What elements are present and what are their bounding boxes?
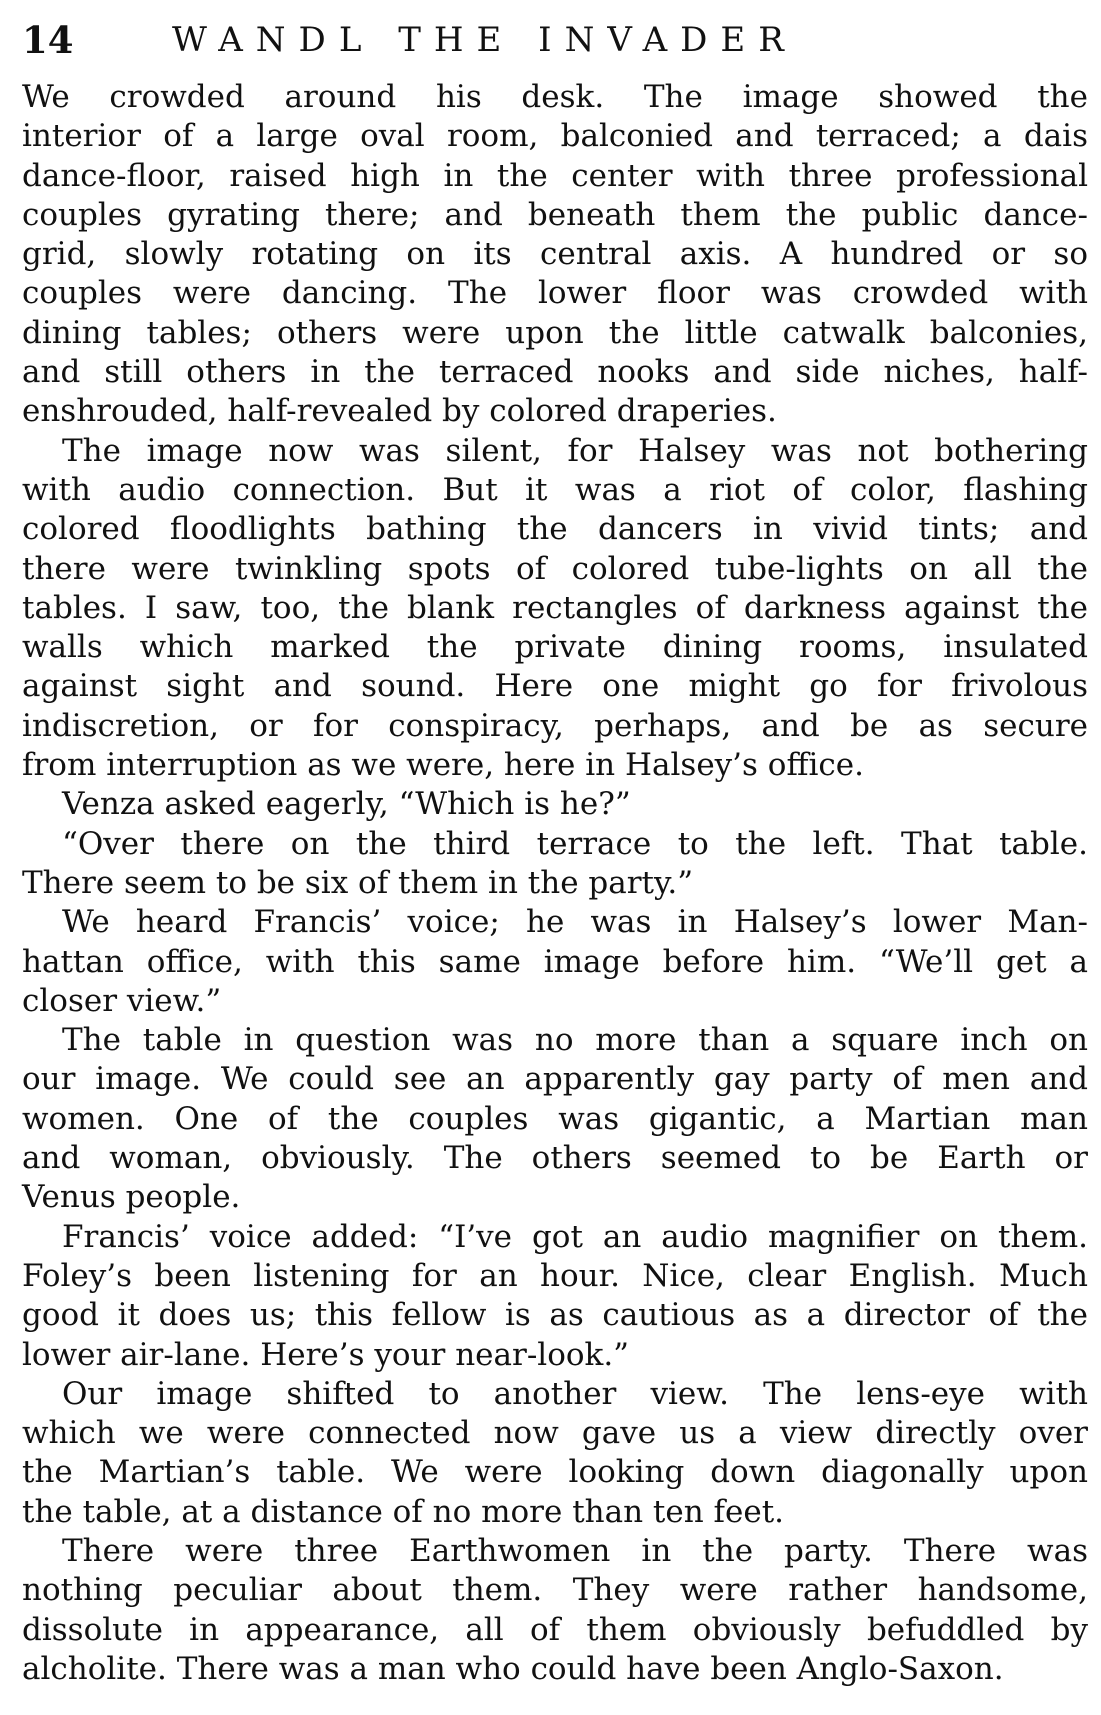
page-header	[22, 10, 1092, 70]
text-line: nothing peculiar about them. They were rather handsome,	[22, 1572, 1088, 1609]
paragraph	[22, 825, 1088, 904]
text-line: with audio connection. But it was a riot of color, flashing	[22, 471, 1088, 508]
text-line: couples were dancing. The lower floor was crowded with	[22, 275, 1088, 312]
text-line: dance-floor, raised high in the center with three professional	[22, 157, 1088, 194]
text-line: We crowded around his desk. The image showed the	[22, 79, 1088, 115]
text-line: The image now was silent, for Halsey was not bothering	[62, 432, 1088, 469]
text-line: from interruption as we were, here in Halsey’s office.	[22, 747, 864, 784]
text-line: grid, slowly rotating on its central axis. A hundred or so	[22, 236, 1088, 273]
paragraph	[22, 785, 1088, 824]
text-line: There were three Earthwomen in the party. There was	[62, 1532, 1088, 1569]
text-line: tables. I saw, too, the blank rectangles of darkness against the	[22, 589, 1088, 626]
text-line: “Over there on the third terrace to the left. That table.	[62, 825, 1088, 862]
text-line: Our image shifted to another view. The lens-eye with	[62, 1375, 1088, 1412]
text-line: good it does us; this fellow is as cautious as a director of the	[22, 1297, 1088, 1334]
text-line: lower air-lane. Here’s your near-look.”	[22, 1336, 630, 1373]
text-line: walls which marked the private dining rooms, insulated	[22, 629, 1088, 666]
text-line: there were twinkling spots of colored tube-lights on all the	[22, 550, 1088, 587]
text-line: couples gyrating there; and beneath them the public dance-	[22, 196, 1088, 233]
text-line: women. One of the couples was gigantic, a Martian man	[22, 1100, 1088, 1137]
paragraph	[22, 1218, 1088, 1375]
text-line: the Martian’s table. We were looking down diagonally upon	[22, 1454, 1088, 1491]
text-line: We heard Francis’ voice; he was in Halsey’s lower Man-	[62, 904, 1088, 941]
paragraph	[22, 1375, 1088, 1532]
text-line: Venza asked eagerly, “Which is he?”	[62, 786, 631, 823]
text-line: closer view.”	[22, 982, 222, 1019]
text-line: indiscretion, or for conspiracy, perhaps, and be as secure	[22, 707, 1088, 744]
text-line: The table in question was no more than a square inch on	[62, 1022, 1088, 1059]
text-line: dissolute in appearance, all of them obviously befuddled by	[22, 1611, 1088, 1648]
body-text	[22, 78, 1088, 1689]
paragraph	[22, 1532, 1088, 1689]
text-line: enshrouded, half-revealed by colored draperies.	[22, 393, 777, 430]
text-line: dining tables; others were upon the little catwalk balconies,	[22, 314, 1088, 351]
paragraph	[22, 903, 1088, 1021]
text-line: our image. We could see an apparently gay party of men and	[22, 1061, 1088, 1098]
paragraph	[22, 432, 1088, 786]
text-line: colored floodlights bathing the dancers in vivid tints; and	[22, 511, 1088, 548]
paragraph	[22, 78, 1088, 432]
text-line: and still others in the terraced nooks and side niches, half-	[22, 354, 1088, 391]
text-line: hattan office, with this same image before him. “We’ll get a	[22, 943, 1088, 980]
text-line: alcholite. There was a man who could have been Anglo-Saxon.	[22, 1650, 1004, 1687]
text-line: Francis’ voice added: “I’ve got an audio magnifier on them.	[62, 1218, 1088, 1255]
text-line: There seem to be six of them in the party.”	[22, 864, 694, 901]
text-line: against sight and sound. Here one might go for frivolous	[22, 668, 1088, 705]
running-title: WANDL THE INVADER	[172, 20, 797, 60]
paragraph	[22, 1021, 1088, 1217]
text-line: Venus people.	[22, 1179, 241, 1216]
page-number: 14	[22, 18, 74, 62]
text-line: which we were connected now gave us a view directly over	[22, 1415, 1088, 1452]
text-line: and woman, obviously. The others seemed to be Earth or	[22, 1140, 1088, 1177]
text-line: Foley’s been listening for an hour. Nice, clear English. Much	[22, 1257, 1088, 1294]
text-line: the table, at a distance of no more than ten feet.	[22, 1493, 785, 1530]
text-line: interior of a large oval room, balconied and terraced; a dais	[22, 118, 1088, 155]
